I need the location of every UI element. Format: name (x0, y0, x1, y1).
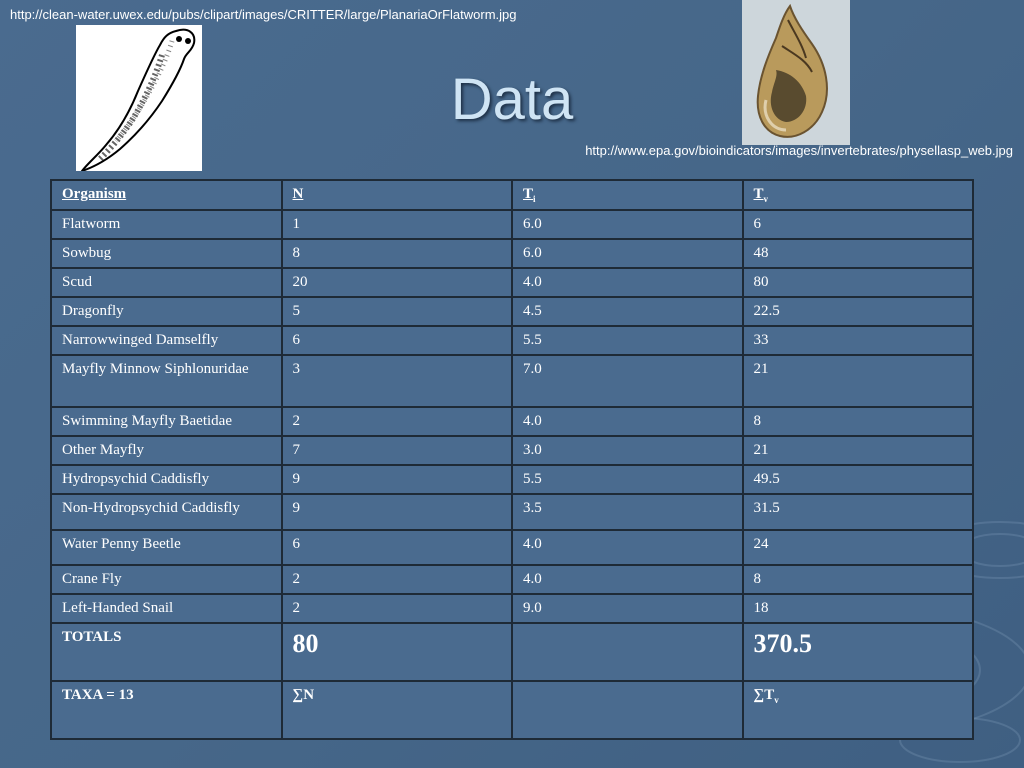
n-cell: 2 (282, 565, 513, 594)
tv-cell: 21 (743, 355, 974, 407)
totals-tv: 370.5 (743, 623, 974, 681)
organism-cell: Swimming Mayfly Baetidae (51, 407, 282, 436)
ti-cell: 4.0 (512, 565, 743, 594)
header-ti (512, 180, 743, 210)
header-row (51, 180, 973, 210)
header-tv (743, 180, 974, 210)
ti-cell: 7.0 (512, 355, 743, 407)
table-row (51, 530, 973, 565)
header-organism (51, 180, 282, 210)
header-tv-main: T (753, 186, 764, 202)
totals-label: TOTALS (51, 623, 282, 681)
table-row (51, 297, 973, 326)
totals-n: 80 (282, 623, 513, 681)
table-row (51, 565, 973, 594)
ti-cell: 4.0 (512, 530, 743, 565)
header-n (282, 180, 513, 210)
table-row (51, 239, 973, 268)
n-cell: 8 (282, 239, 513, 268)
n-cell: 3 (282, 355, 513, 407)
n-cell: 6 (282, 530, 513, 565)
ti-cell: 5.5 (512, 326, 743, 355)
organism-cell: Crane Fly (51, 565, 282, 594)
header-organism-label: Organism (62, 186, 127, 202)
data-table (50, 179, 974, 740)
organism-cell: Dragonfly (51, 297, 282, 326)
sum-tv-label (743, 681, 974, 739)
organism-cell: Water Penny Beetle (51, 530, 282, 565)
sum-tv-sub: v (774, 695, 779, 705)
tv-cell: 33 (743, 326, 974, 355)
n-cell: 9 (282, 465, 513, 494)
table-row (51, 436, 973, 465)
totals-row (51, 623, 973, 681)
ti-cell: 3.0 (512, 436, 743, 465)
n-cell: 2 (282, 594, 513, 623)
n-cell: 7 (282, 436, 513, 465)
header-n-label: N (292, 186, 304, 202)
organism-cell: Sowbug (51, 239, 282, 268)
tv-cell: 24 (743, 530, 974, 565)
table-row (51, 494, 973, 530)
organism-cell: Non-Hydropsychid Caddisfly (51, 494, 282, 530)
n-cell: 5 (282, 297, 513, 326)
header-tv-label (754, 186, 769, 202)
tv-cell: 8 (743, 407, 974, 436)
header-ti-sub: i (533, 194, 536, 204)
ti-cell: 6.0 (512, 239, 743, 268)
slide-title: Data (450, 67, 574, 132)
n-cell: 9 (282, 494, 513, 530)
taxa-ti-empty (512, 681, 743, 739)
tv-cell: 21 (743, 436, 974, 465)
table-row (51, 594, 973, 623)
ti-cell: 3.5 (512, 494, 743, 530)
organism-cell: Left-Handed Snail (51, 594, 282, 623)
organism-cell: Scud (51, 268, 282, 297)
n-cell: 6 (282, 326, 513, 355)
tv-cell: 22.5 (743, 297, 974, 326)
ti-cell: 9.0 (512, 594, 743, 623)
ti-cell: 6.0 (512, 210, 743, 239)
n-cell: 20 (282, 268, 513, 297)
organism-cell: Narrowwinged Damselfly (51, 326, 282, 355)
totals-ti-empty (512, 623, 743, 681)
table-row (51, 407, 973, 436)
table-row (51, 355, 973, 407)
header-ti-label (523, 186, 536, 202)
organism-cell: Flatworm (51, 210, 282, 239)
table-row (51, 210, 973, 239)
organism-cell: Other Mayfly (51, 436, 282, 465)
ti-cell: 4.0 (512, 407, 743, 436)
tv-cell: 48 (743, 239, 974, 268)
sum-tv-main: ∑T (753, 687, 775, 703)
tv-cell: 80 (743, 268, 974, 297)
n-cell: 2 (282, 407, 513, 436)
tv-cell: 49.5 (743, 465, 974, 494)
taxa-label: TAXA = 13 (51, 681, 282, 739)
ti-cell: 4.5 (512, 297, 743, 326)
ti-cell: 4.0 (512, 268, 743, 297)
header-tv-sub: v (763, 194, 769, 204)
snail-image-url: http://www.epa.gov/bioindicators/images/invertebrates/physellasp_web.jpg (585, 143, 1013, 158)
n-cell: 1 (282, 210, 513, 239)
taxa-row (51, 681, 973, 739)
table-row (51, 326, 973, 355)
tv-cell: 31.5 (743, 494, 974, 530)
ti-cell: 5.5 (512, 465, 743, 494)
tv-cell: 18 (743, 594, 974, 623)
flatworm-image-url: http://clean-water.uwex.edu/pubs/clipart/images/CRITTER/large/PlanariaOrFlatworm.jpg (10, 7, 517, 22)
organism-cell: Mayfly Minnow Siphlonuridae (51, 355, 282, 407)
sum-n-label: ∑N (282, 681, 513, 739)
table-row (51, 465, 973, 494)
tv-cell: 8 (743, 565, 974, 594)
organism-cell: Hydropsychid Caddisfly (51, 465, 282, 494)
table-row (51, 268, 973, 297)
header-ti-main: T (523, 186, 534, 202)
tv-cell: 6 (743, 210, 974, 239)
